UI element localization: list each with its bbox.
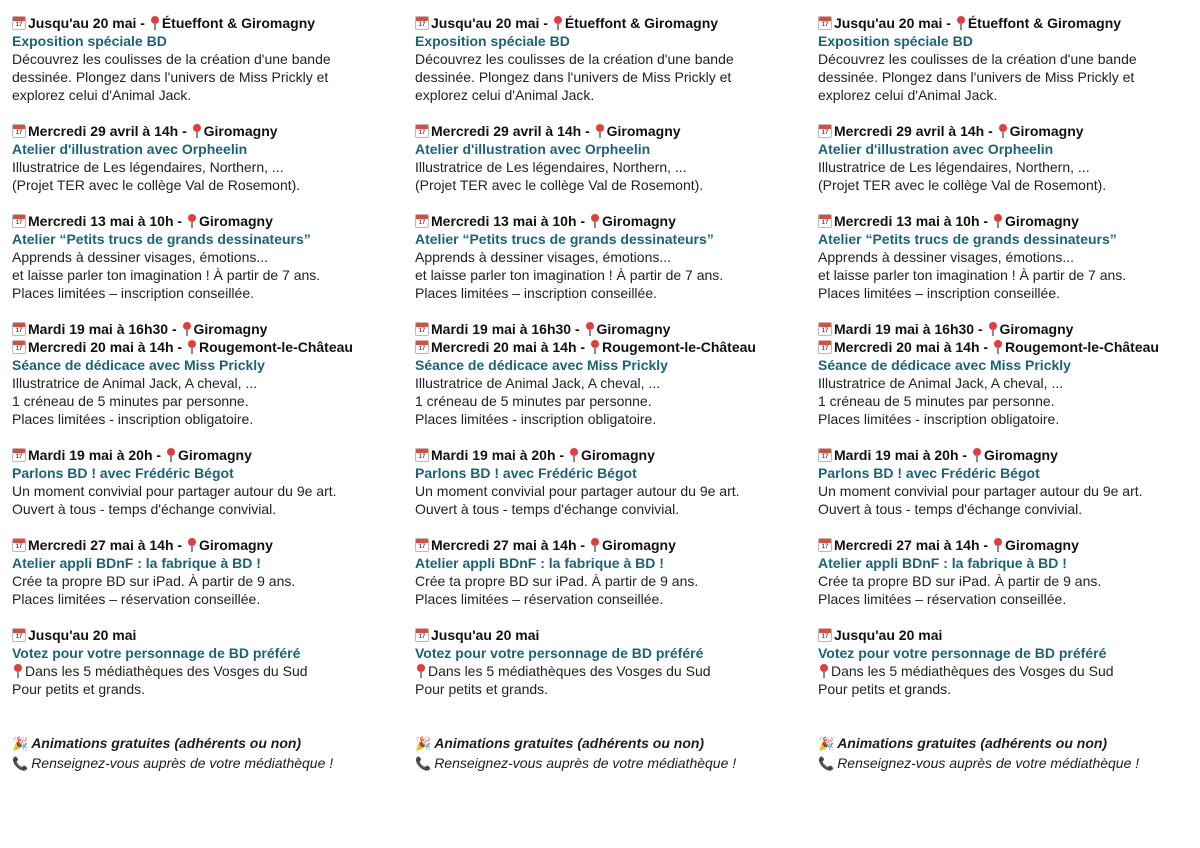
event-description: Un moment convivial pour partager autour du 9e art. <box>818 483 1143 499</box>
info-line: 📞 Renseignez-vous auprès de votre médiathèque ! <box>415 755 737 772</box>
pin-icon <box>417 664 425 678</box>
calendar-icon <box>415 214 429 228</box>
event-title: Atelier d'illustration avec Orpheelin <box>415 141 651 157</box>
event-title: Exposition spéciale BD <box>818 33 973 49</box>
pin-icon <box>151 16 159 30</box>
event-title: Atelier d'illustration avec Orpheelin <box>818 141 1054 157</box>
event-date-line: 17Mardi 19 mai à 16h30 - Giromagny <box>12 320 392 338</box>
event-title: Atelier d'illustration avec Orpheelin <box>12 141 248 157</box>
pin-icon <box>188 538 196 552</box>
pin-icon <box>957 16 965 30</box>
event-date-line: 17Jusqu'au 20 mai <box>818 626 1198 644</box>
event-date-line: 17Mercredi 13 mai à 10h - Giromagny <box>818 212 1198 230</box>
event-description: Illustratrice de Animal Jack, A cheval, ... <box>415 375 661 391</box>
event-date-line: 17Mercredi 27 mai à 14h - Giromagny <box>12 536 392 554</box>
event-date-line: 17Mercredi 27 mai à 14h - Giromagny <box>818 536 1198 554</box>
footer <box>818 734 1198 774</box>
event-description: 1 créneau de 5 minutes par personne. <box>415 393 652 409</box>
phone-icon: 📞 <box>12 757 29 772</box>
event-date-line: 17Mardi 19 mai à 16h30 - Giromagny <box>818 320 1198 338</box>
event-atelier-illustration <box>818 122 1198 194</box>
event-description: Un moment convivial pour partager autour du 9e art. <box>12 483 337 499</box>
party-popper-icon: 🎉 <box>818 737 835 752</box>
event-description: Ouvert à tous - temps d'échange convivial. <box>415 501 680 517</box>
calendar-icon <box>818 628 832 642</box>
event-description: Places limitées - inscription obligatoire. <box>415 411 657 427</box>
event-date-line: 17Mardi 19 mai à 16h30 - Giromagny <box>415 320 795 338</box>
calendar-icon <box>818 340 832 354</box>
event-title: Atelier appli BDnF : la fabrique à BD ! <box>415 555 664 571</box>
event-description: et laisse parler ton imagination ! À partir de 7 ans. <box>818 267 1127 283</box>
event-parlons-bd <box>818 446 1198 518</box>
calendar-icon <box>12 214 26 228</box>
event-description: Pour petits et grands. <box>818 681 952 697</box>
event-title: Exposition spéciale BD <box>12 33 167 49</box>
flyer-column-1 <box>12 14 392 774</box>
event-description: Dans les 5 médiathèques des Vosges du Sud <box>818 662 1198 680</box>
calendar-icon <box>818 16 832 30</box>
event-title: Atelier appli BDnF : la fabrique à BD ! <box>12 555 261 571</box>
calendar-icon <box>12 124 26 138</box>
pin-icon <box>591 340 599 354</box>
event-description: Illustratrice de Les légendaires, Northern, ... <box>12 159 284 175</box>
event-dedicace <box>415 320 795 428</box>
pin-icon <box>994 538 1002 552</box>
event-description: Places limitées - inscription obligatoire. <box>818 411 1060 427</box>
event-parlons-bd <box>415 446 795 518</box>
pin-icon <box>994 340 1002 354</box>
party-popper-icon: 🎉 <box>12 737 29 752</box>
event-title: Séance de dédicace avec Miss Prickly <box>12 357 265 373</box>
free-animations-line: 🎉 Animations gratuites (adhérents ou non) <box>818 735 1108 752</box>
event-date-line: 17Mardi 19 mai à 20h - Giromagny <box>818 446 1198 464</box>
event-description: Crée ta propre BD sur iPad. À partir de 9 ans. <box>818 573 1102 589</box>
event-description: Découvrez les coulisses de la création d'une bande <box>12 51 331 67</box>
event-description: Dans les 5 médiathèques des Vosges du Sud <box>415 662 795 680</box>
event-title: Exposition spéciale BD <box>415 33 570 49</box>
pin-icon <box>591 214 599 228</box>
event-description: Illustratrice de Animal Jack, A cheval, ... <box>818 375 1064 391</box>
event-description: 1 créneau de 5 minutes par personne. <box>818 393 1055 409</box>
event-description: Places limitées – inscription conseillée. <box>415 285 657 301</box>
event-title: Séance de dédicace avec Miss Prickly <box>415 357 668 373</box>
calendar-icon <box>415 322 429 336</box>
event-description: dessinée. Plongez dans l'univers de Miss Prickly et <box>818 69 1135 85</box>
party-popper-icon: 🎉 <box>415 737 432 752</box>
pin-icon <box>188 340 196 354</box>
event-description: Un moment convivial pour partager autour du 9e art. <box>415 483 740 499</box>
event-date-line: 17Mercredi 20 mai à 14h - Rougemont-le-Château <box>818 338 1198 356</box>
event-description: dessinée. Plongez dans l'univers de Miss Prickly et <box>12 69 329 85</box>
pin-icon <box>14 664 22 678</box>
calendar-icon <box>415 340 429 354</box>
calendar-icon <box>415 538 429 552</box>
event-description: Apprends à dessiner visages, émotions... <box>818 249 1075 265</box>
footer <box>12 734 392 774</box>
event-description: (Projet TER avec le collège Val de Rosemont). <box>818 177 1107 193</box>
free-animations-line: 🎉 Animations gratuites (adhérents ou non) <box>415 735 705 752</box>
event-atelier-petits-trucs <box>12 212 392 302</box>
event-date-line: 17Mardi 19 mai à 20h - Giromagny <box>415 446 795 464</box>
calendar-icon <box>12 448 26 462</box>
event-date-line: 17Mercredi 20 mai à 14h - Rougemont-le-Château <box>415 338 795 356</box>
calendar-icon <box>415 16 429 30</box>
event-description: 1 créneau de 5 minutes par personne. <box>12 393 249 409</box>
calendar-icon <box>415 448 429 462</box>
event-description: dessinée. Plongez dans l'univers de Miss Prickly et <box>415 69 732 85</box>
event-description: Places limitées – réservation conseillée. <box>415 591 664 607</box>
event-date-line: 17Jusqu'au 20 mai <box>12 626 392 644</box>
event-description: (Projet TER avec le collège Val de Rosemont). <box>415 177 704 193</box>
event-exposition <box>818 14 1198 104</box>
calendar-icon <box>415 628 429 642</box>
event-exposition <box>12 14 392 104</box>
event-title: Votez pour votre personnage de BD préféré <box>12 645 301 661</box>
event-title: Atelier appli BDnF : la fabrique à BD ! <box>818 555 1067 571</box>
event-appli-bdnf <box>818 536 1198 608</box>
event-description: Illustratrice de Les légendaires, Northern, ... <box>818 159 1090 175</box>
calendar-icon <box>12 16 26 30</box>
event-atelier-illustration <box>415 122 795 194</box>
pin-icon <box>999 124 1007 138</box>
event-atelier-petits-trucs <box>415 212 795 302</box>
info-line: 📞 Renseignez-vous auprès de votre médiathèque ! <box>818 755 1140 772</box>
pin-icon <box>570 448 578 462</box>
event-date-line: 17Jusqu'au 20 mai - Étueffont & Giromagny <box>818 14 1198 32</box>
event-description: explorez celui d'Animal Jack. <box>818 87 998 103</box>
event-description: Places limitées – réservation conseillée. <box>818 591 1067 607</box>
pin-icon <box>188 214 196 228</box>
pin-icon <box>596 124 604 138</box>
event-date-line: 17Mercredi 29 avril à 14h - Giromagny <box>12 122 392 140</box>
event-title: Séance de dédicace avec Miss Prickly <box>818 357 1071 373</box>
event-date-line: 17Jusqu'au 20 mai <box>415 626 795 644</box>
event-description: Ouvert à tous - temps d'échange convivial. <box>818 501 1083 517</box>
event-date-line: 17Jusqu'au 20 mai - Étueffont & Giromagny <box>12 14 392 32</box>
event-description: Crée ta propre BD sur iPad. À partir de 9 ans. <box>12 573 296 589</box>
event-title: Atelier “Petits trucs de grands dessinateurs” <box>818 231 1117 247</box>
event-title: Parlons BD ! avec Frédéric Bégot <box>818 465 1040 481</box>
event-vote <box>415 626 795 698</box>
event-date-line: 17Mercredi 13 mai à 10h - Giromagny <box>415 212 795 230</box>
event-description: Apprends à dessiner visages, émotions... <box>415 249 672 265</box>
event-parlons-bd <box>12 446 392 518</box>
pin-icon <box>989 322 997 336</box>
info-line: 📞 Renseignez-vous auprès de votre médiathèque ! <box>12 755 334 772</box>
event-atelier-petits-trucs <box>818 212 1198 302</box>
event-title: Atelier “Petits trucs de grands dessinateurs” <box>12 231 311 247</box>
event-title: Atelier “Petits trucs de grands dessinateurs” <box>415 231 714 247</box>
calendar-icon <box>818 214 832 228</box>
pin-icon <box>554 16 562 30</box>
event-description: Découvrez les coulisses de la création d'une bande <box>415 51 734 67</box>
event-date-line: 17Mercredi 27 mai à 14h - Giromagny <box>415 536 795 554</box>
event-date-line: 17Mercredi 29 avril à 14h - Giromagny <box>818 122 1198 140</box>
event-description: Illustratrice de Les légendaires, Northern, ... <box>415 159 687 175</box>
event-description: Places limitées - inscription obligatoire. <box>12 411 254 427</box>
calendar-icon <box>818 322 832 336</box>
event-date-line: 17Mercredi 13 mai à 10h - Giromagny <box>12 212 392 230</box>
event-description: Pour petits et grands. <box>415 681 549 697</box>
event-title: Parlons BD ! avec Frédéric Bégot <box>12 465 234 481</box>
event-dedicace <box>12 320 392 428</box>
phone-icon: 📞 <box>818 757 835 772</box>
calendar-icon <box>12 628 26 642</box>
event-description: Crée ta propre BD sur iPad. À partir de 9 ans. <box>415 573 699 589</box>
event-description: Places limitées – réservation conseillée. <box>12 591 261 607</box>
event-title: Votez pour votre personnage de BD préféré <box>818 645 1107 661</box>
pin-icon <box>167 448 175 462</box>
calendar-icon <box>12 538 26 552</box>
calendar-icon <box>818 448 832 462</box>
event-description: Apprends à dessiner visages, émotions... <box>12 249 269 265</box>
free-animations-line: 🎉 Animations gratuites (adhérents ou non) <box>12 735 302 752</box>
event-description: Illustratrice de Animal Jack, A cheval, ... <box>12 375 258 391</box>
event-title: Votez pour votre personnage de BD préféré <box>415 645 704 661</box>
event-vote <box>12 626 392 698</box>
event-title: Parlons BD ! avec Frédéric Bégot <box>415 465 637 481</box>
event-description: explorez celui d'Animal Jack. <box>415 87 595 103</box>
pin-icon <box>994 214 1002 228</box>
pin-icon <box>193 124 201 138</box>
event-description: et laisse parler ton imagination ! À partir de 7 ans. <box>415 267 724 283</box>
calendar-icon <box>415 124 429 138</box>
event-dedicace <box>818 320 1198 428</box>
event-date-line: 17Mercredi 20 mai à 14h - Rougemont-le-Château <box>12 338 392 356</box>
event-appli-bdnf <box>415 536 795 608</box>
event-description: Ouvert à tous - temps d'échange convivial. <box>12 501 277 517</box>
event-description: Découvrez les coulisses de la création d'une bande <box>818 51 1137 67</box>
phone-icon: 📞 <box>415 757 432 772</box>
event-description: (Projet TER avec le collège Val de Rosemont). <box>12 177 301 193</box>
flyer-column-2 <box>415 14 795 774</box>
event-description: et laisse parler ton imagination ! À partir de 7 ans. <box>12 267 321 283</box>
event-description: Places limitées – inscription conseillée. <box>818 285 1060 301</box>
pin-icon <box>820 664 828 678</box>
event-date-line: 17Jusqu'au 20 mai - Étueffont & Giromagny <box>415 14 795 32</box>
event-exposition <box>415 14 795 104</box>
event-date-line: 17Mardi 19 mai à 20h - Giromagny <box>12 446 392 464</box>
calendar-icon <box>12 340 26 354</box>
event-date-line: 17Mercredi 29 avril à 14h - Giromagny <box>415 122 795 140</box>
event-description: Dans les 5 médiathèques des Vosges du Sud <box>12 662 392 680</box>
event-atelier-illustration <box>12 122 392 194</box>
pin-icon <box>586 322 594 336</box>
flyer-column-3 <box>818 14 1198 774</box>
pin-icon <box>591 538 599 552</box>
pin-icon <box>973 448 981 462</box>
pin-icon <box>183 322 191 336</box>
event-appli-bdnf <box>12 536 392 608</box>
event-vote <box>818 626 1198 698</box>
calendar-icon <box>818 538 832 552</box>
footer <box>415 734 795 774</box>
event-description: Places limitées – inscription conseillée. <box>12 285 254 301</box>
calendar-icon <box>818 124 832 138</box>
calendar-icon <box>12 322 26 336</box>
event-description: Pour petits et grands. <box>12 681 146 697</box>
event-description: explorez celui d'Animal Jack. <box>12 87 192 103</box>
